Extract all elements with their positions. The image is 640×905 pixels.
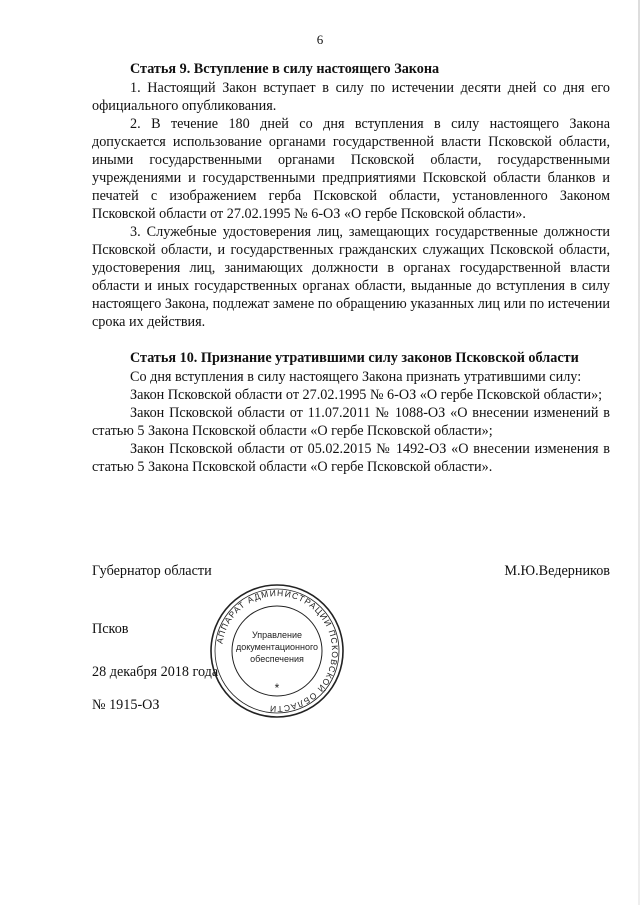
official-stamp — [206, 580, 348, 722]
stamp-star-icon: * — [274, 681, 280, 695]
signatory-position: Губернатор области — [92, 563, 212, 579]
article-9-paragraph-1: 1. Настоящий Закон вступает в силу по истечении десяти дней со дня его официального опубликования. — [92, 80, 610, 114]
page-number: 6 — [316, 32, 324, 47]
stamp-seal-icon — [206, 580, 348, 722]
place-of-signing: Псков — [92, 621, 129, 637]
signing-date: 28 декабря 2018 года — [92, 664, 219, 680]
article-10-paragraph-4: Закон Псковской области от 05.02.2015 № 1492-ОЗ «О внесении изменения в статью 5 Закона Псковской области «О гербе Псковской области». — [92, 441, 610, 475]
article-9-heading: Статья 9. Вступление в силу настоящего Закона — [130, 61, 440, 77]
law-number: № 1915-ОЗ — [92, 697, 160, 713]
article-10-paragraph-2: Закон Псковской области от 27.02.1995 № 6-ОЗ «О гербе Псковской области»; — [130, 387, 603, 403]
stamp-line-2: документационного — [235, 642, 319, 652]
stamp-line-3: обеспечения — [250, 654, 304, 664]
article-10-heading: Статья 10. Признание утратившими силу законов Псковской области — [130, 350, 579, 366]
stamp-line-1: Управление — [251, 630, 303, 640]
article-9-paragraph-2: 2. В течение 180 дней со дня вступления в силу настоящего Закона допускается использование органами государственной власти Псковской области, иными государственными органами Псковской области, государственными учреждениями и государственными предприятиями Псковской области бланков и печатей с изображением герба Псковской области, установленного Законом Псковской области от 27.02.1995 № 6-ОЗ «О гербе Псковской области». — [92, 116, 610, 222]
signatory-name: М.Ю.Ведерников — [504, 563, 610, 579]
article-10-paragraph-1: Со дня вступления в силу настоящего Закона признать утратившими силу: — [130, 369, 582, 385]
article-9-paragraph-3: 3. Служебные удостоверения лиц, замещающих государственные должности Псковской области, и государственных гражданских служащих Псковской области, удостоверения лиц, занимающих должности в органах государственной власти области и иных государственных органах области, выданные до вступления в силу настоящего Закона, подлежат замене по обращению указанных лиц или по истечении срока их действия. — [92, 224, 610, 330]
document-body — [92, 60, 610, 476]
stamp-ring-text: АППАРАТ АДМИНИСТРАЦИИ ПСКОВСКОЙ ОБЛАСТИ — [214, 587, 341, 715]
article-10-paragraph-3: Закон Псковской области от 11.07.2011 № 1088-ОЗ «О внесении изменений в статью 5 Закона Псковской области «О гербе Псковской области»; — [92, 405, 610, 439]
